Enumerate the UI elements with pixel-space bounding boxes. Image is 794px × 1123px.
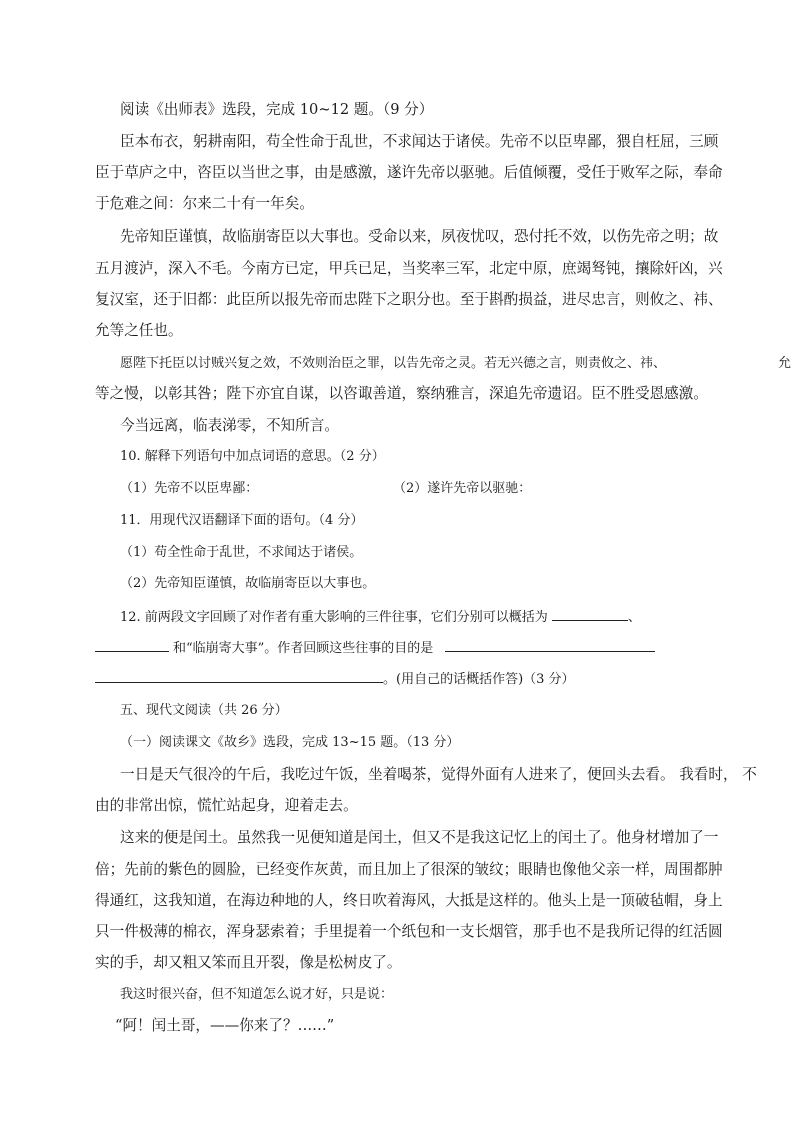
guxiang-p4-dialogue: “阿！闰土哥，——你来了？……” (115, 1017, 335, 1034)
answer-blank-3[interactable] (445, 637, 655, 652)
chushibiao-p3-line2: 等之慢，以彰其咎；陛下亦宜自谋，以咨诹善道，察纳雅言，深追先帝遗诏。臣不胜受恩感激。 (95, 385, 708, 402)
question-11-2: （2）先帝知臣谨慎，故临崩寄臣以大事也。 (120, 576, 376, 591)
section-5-title: 五、现代文阅读（共 26 分） (120, 703, 288, 718)
question-12-line1 (120, 606, 641, 628)
section-5-subsection-1: （一）阅读课文《故乡》选段，完成 13~15 题。（13 分） (120, 735, 460, 750)
question-12-line2 (95, 637, 655, 659)
question-10-1: （1）先帝不以臣卑鄙： (120, 481, 259, 496)
chushibiao-p3-line1 (120, 354, 791, 374)
guxiang-p3: 我这时很兴奋，但不知道怎么说才好，只是说： (120, 987, 394, 1002)
question-10-2: （2）遂许先帝以驱驰： (393, 481, 532, 496)
guxiang-p1-line1: 一日是天气很冷的午后，我吃过午饭，坐着喝茶，觉得外面有人进来了，便回头去看。 我看时， 不 (120, 766, 757, 783)
guxiang-p2-line1: 这来的便是闰土。虽然我一见便知道是闰土，但又不是我这记忆上的闰土了。他身材增加了一 (120, 829, 719, 846)
guxiang-p2-line4: 只一件极薄的棉衣，浑身瑟索着；手里提着一个纸包和一支长烟管，那手也不是我所记得的红活圆 (95, 923, 723, 940)
chushibiao-p2-line3: 复汉室，还于旧都：此臣所以报先帝而忠陛下之职分也。至于斟酌损益，进尽忠言，则攸之、祎、 (95, 291, 723, 308)
guxiang-p2-line5: 实的手，却又粗又笨而且开裂，像是松树皮了。 (95, 954, 402, 971)
guxiang-p2-line2: 倍；先前的紫色的圆脸，已经变作灰黄，而且加上了很深的皱纹；眼睛也像他父亲一样，周围都肿 (95, 861, 723, 878)
question-12-comma: 、 (627, 610, 641, 625)
question-12-line3 (95, 668, 575, 690)
section-heading-chushibiao: 阅读《出师表》选段，完成 10~12 题。（9 分） (120, 101, 434, 118)
guxiang-p1-line2: 由的非常出惊，慌忙站起身，迎着走去。 (95, 797, 358, 814)
chushibiao-p2-line2: 五月渡泸，深入不毛。今南方已定，甲兵已足，当奖率三军，北定中原，庶竭驽钝，攘除奸凶，兴 (95, 260, 723, 277)
chushibiao-p1-line1: 臣本布衣，躬耕南阳，苟全性命于乱世，不求闻达于诸侯。先帝不以臣卑鄙，猥自枉屈，三顾 (120, 133, 719, 150)
chushibiao-p2-line4: 允等之任也。 (95, 322, 183, 339)
question-11: 11．用现代汉语翻译下面的语句。（4 分） (120, 513, 364, 528)
question-10: 10. 解释下列语句中加点词语的意思。（2 分） (120, 449, 385, 464)
chushibiao-p2-line1: 先帝知臣谨慎，故临崩寄臣以大事也。受命以来，夙夜忧叹，恐付托不效，以伤先帝之明；故 (120, 228, 719, 245)
chushibiao-p1-line3: 于危难之间：尔来二十有一年矣。 (95, 195, 314, 212)
question-12-purpose-text: 和“临崩寄大事”。作者回顾这些往事的目的是 (173, 641, 434, 656)
chushibiao-p3-text: 愿陛下托臣以讨贼兴复之效，不效则治臣之罪，以告先帝之灵。若无兴德之言，则责攸之、祎、 (120, 356, 667, 371)
chushibiao-p1-line2: 臣于草庐之中，咨臣以当世之事，由是感激，遂许先帝以驱驰。后值倾覆，受任于败军之际，奉命 (95, 164, 723, 181)
answer-blank-2[interactable] (95, 637, 169, 652)
chushibiao-p3-tail: 允 (778, 356, 792, 371)
answer-blank-4[interactable] (95, 668, 383, 683)
guxiang-p2-line3: 得通红，这我知道，在海边种地的人，终日吹着海风，大抵是这样的。他头上是一顶破毡帽，身上 (95, 892, 723, 909)
question-11-1: （1）苟全性命于乱世，不求闻达于诸侯。 (120, 545, 363, 560)
question-12-note: 。(用自己的话概括作答)（3 分） (383, 672, 575, 687)
question-12-text: 12. 前两段文字回顾了对作者有重大影响的三件往事，它们分别可以概括为 (120, 610, 548, 625)
chushibiao-p4: 今当远离，临表涕零，不知所言。 (120, 417, 339, 434)
answer-blank-1[interactable] (552, 606, 628, 621)
